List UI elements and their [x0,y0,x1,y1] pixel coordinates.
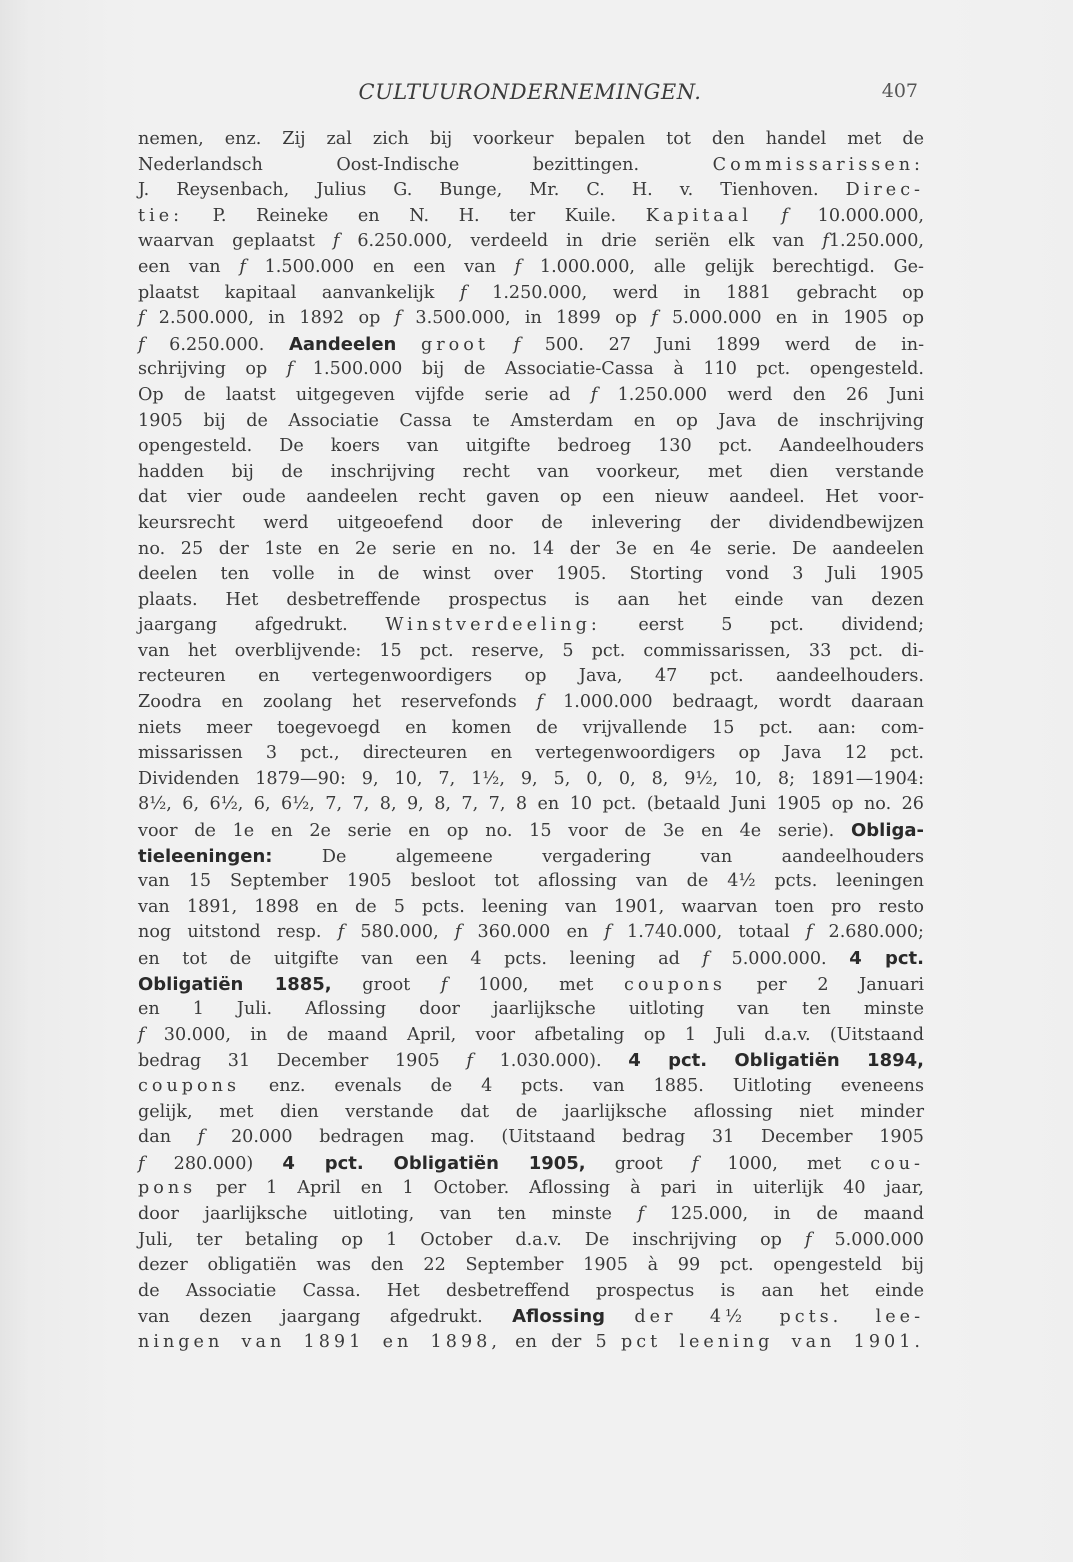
spaced-term: coupons [138,1075,240,1096]
text-line: f 6.250.000. Aandeelen groot f 500. 27 Juni 1899 werd de in- [138,333,925,355]
spaced-term: ningen van 1891 en 1898, [138,1331,501,1352]
text-line: no. 25 der 1ste en 2e serie en no. 14 der 3e en 4e serie. De aandeelen [138,538,924,559]
spaced-term: groot [421,334,489,355]
text-line: Zoodra en zoolang het reservefonds f 1.000.000 bedraagt, wordt daaraan [138,692,924,713]
text-line: plaatst kapitaal aanvankelijk f 1.250.000, werd in 1881 gebracht op [138,282,925,303]
text-line: en tot de uitgifte van een 4 pcts. leening ad f 5.000.000. 4 pct. [138,948,924,969]
page-number: 407 [881,80,918,102]
text-line: bedrag 31 December 1905 f 1.030.000). 4 pct. Obligatiën 1894, [138,1050,924,1072]
text-line: niets meer toegevoegd en komen de vrijvallende 15 pct. aan: com- [138,717,924,738]
spaced-term: Direc- [845,180,924,201]
guilder-sign: f [454,922,462,943]
text-line: pons per 1 April en 1 October. Aflossing à pari in uiterlijk 40 jaar, [138,1178,924,1199]
bold-heading: tieleeningen: [138,845,273,867]
text-line: Dividenden 1879—90: 9, 10, 7, 1½, 9, 5, 0, 0, 8, 9½, 10, 8; 1891—1904: [138,768,924,789]
text-line: dan f 20.000 bedragen mag. (Uitstaand bedrag 31 December 1905 [138,1127,924,1148]
text-line: Obligatiën 1885, groot f 1000, met coupons per 2 Januari [138,973,924,995]
guilder-sign: f [514,256,522,277]
spaced-term: pct leening van 1901. [620,1331,925,1352]
guilder-sign: f [239,256,246,277]
text-line: nog uitstond resp. f 580.000, f 360.000 en f 1.740.000, totaal f 2.680.000; [138,922,924,943]
spaced-term: der 4½ pcts. lee- [634,1307,925,1328]
guilder-sign: f [691,1153,699,1174]
running-title: CULTUURONDERNEMINGEN. [358,80,702,104]
text-line: opengesteld. De koers van uitgifte bedroeg 130 pct. Aandeelhouders [138,436,924,457]
guilder-sign: f [394,308,402,329]
text-line: dat vier oude aandeelen recht gaven op een nieuw aandeel. Het voor- [138,487,924,508]
spaced-term: Kapitaal [645,205,752,226]
spaced-term: coupons [623,974,726,995]
text-line: en 1 Juli. Aflossing door jaarlijksche uitloting van ten minste [138,999,924,1020]
text-line: recteuren en vertegenwoordigers op Java, 47 pct. aandeelhouders. [138,666,924,687]
guilder-sign: f [138,308,145,329]
guilder-sign: f [138,334,145,355]
text-line: 8½, 6, 6½, 6, 6½, 7, 7, 8, 9, 8, 7, 7, 8 en 10 pct. (betaald Juni 1905 op no. 26 [138,794,924,815]
guilder-sign: f [332,231,340,252]
running-head [140,80,920,110]
text-line: f 30.000, in de maand April, voor afbetaling op 1 Juli d.a.v. (Uitstaand [138,1024,924,1045]
text-line: waarvan geplaatst f 6.250.000, verdeeld in drie seriën elk van f1.250.000, [138,231,924,252]
bold-heading: 4 pct. Obligatiën 1894, [628,1050,924,1072]
guilder-sign: f [197,1127,205,1148]
guilder-sign: f [460,282,467,303]
guilder-sign: f [604,922,611,943]
spaced-term: pons [138,1178,197,1199]
guilder-sign: f [440,974,448,995]
text-line: keursrecht werd uitgeoefend door de inlevering der dividendbewijzen [138,512,924,533]
spaced-term: cou- [870,1153,924,1174]
guilder-sign: f [138,1024,145,1045]
text-line: van dezen jaargang afgedrukt. Aflossing der 4½ pcts. lee- [138,1306,925,1328]
spaced-term: Winstverdeeling: [385,615,601,636]
spaced-term: tie: [138,205,184,226]
text-line: tieleeningen: De algemeene vergadering van aandeelhouders [138,845,924,867]
text-line: door jaarlijksche uitloting, van ten minste f 125.000, in de maand [138,1203,925,1224]
bold-heading: Obliga- [850,820,924,842]
guilder-sign: f [651,308,658,329]
bold-heading: 4 pct. [849,948,924,969]
text-line: jaargang afgedrukt. Winstverdeeling: eerst 5 pct. dividend; [138,615,924,636]
text-line: missarissen 3 pct., directeuren en vertegenwoordigers op Java 12 pct. [138,743,924,764]
guilder-sign: f [781,205,789,226]
text-line: hadden bij de inschrijving recht van voorkeur, met dien verstande [138,461,924,482]
guilder-sign: f [804,1229,812,1250]
guilder-sign: f [590,384,598,405]
text-line: Juli, ter betaling op 1 October d.a.v. De inschrijving op f 5.000.000 [138,1229,925,1250]
body-text [138,127,924,1356]
text-line: een van f 1.500.000 en een van f 1.000.000, alle gelijk berechtigd. Ge- [138,256,924,277]
bold-heading: 4 pct. Obligatiën 1905, [282,1152,586,1174]
text-line: deelen ten volle in de winst over 1905. Storting vond 3 Juli 1905 [138,564,924,585]
text-line: schrijving op f 1.500.000 bij de Associatie-Cassa à 110 pct. opengesteld. [138,359,924,380]
guilder-sign: f [536,692,544,713]
text-line: J. Reysenbach, Julius G. Bunge, Mr. C. H. v. Tienhoven. Direc- [138,180,924,201]
bold-heading: Obligatiën 1885, [138,973,332,995]
text-line: plaats. Het desbetreffende prospectus is aan het einde van dezen [138,589,924,610]
guilder-sign: f [805,922,813,943]
text-line: van 15 September 1905 besloot tot aflossing van de 4½ pcts. leeningen [138,871,924,892]
guilder-sign: f [337,922,345,943]
guilder-sign: f [466,1051,473,1072]
guilder-sign: f [286,359,294,380]
text-line: nemen, enz. Zij zal zich bij voorkeur bepalen tot den handel met de [138,129,924,149]
spaced-term: Commissarissen: [712,154,924,175]
text-line: coupons enz. evenals de 4 pcts. van 1885. Uitloting eveneens [138,1075,924,1096]
text-line: f 2.500.000, in 1892 op f 3.500.000, in 1899 op f 5.000.000 en in 1905 op [138,308,925,329]
text-line: de Associatie Cassa. Het desbetreffend prospectus is aan het einde [138,1280,924,1301]
text-line: ningen van 1891 en 1898, en der 5 pct leening van 1901. [138,1331,925,1352]
text-line: gelijk, met dien verstande dat de jaarlijksche aflossing niet minder [138,1101,924,1122]
guilder-sign: f [702,949,709,969]
guilder-sign: f [822,231,829,252]
text-line: tie: P. Reineke en N. H. ter Kuile. Kapitaal f 10.000.000, [138,205,925,226]
guilder-sign: f [637,1203,645,1224]
text-line: van het overblijvende: 15 pct. reserve, 5 pct. commissarissen, 33 pct. di- [138,640,924,661]
text-line: f 280.000) 4 pct. Obligatiën 1905, groot f 1000, met cou- [138,1152,924,1174]
text-line: voor de 1e en 2e serie en op no. 15 voor de 3e en 4e serie). Obliga- [138,820,924,842]
text-line: Op de laatst uitgegeven vijfde serie ad f 1.250.000 werd den 26 Juni [138,384,924,405]
guilder-sign: f [513,334,521,355]
bold-heading: Aandeelen [288,333,397,355]
guilder-sign: f [138,1153,145,1174]
text-line: van 1891, 1898 en de 5 pcts. leening van 1901, waarvan toen pro resto [138,896,924,917]
text-line: dezer obligatiën was den 22 September 1905 à 99 pct. opengesteld bij [138,1255,924,1276]
text-line: 1905 bij de Associatie Cassa te Amsterdam en op Java de inschrijving [138,410,924,431]
text-line: Nederlandsch Oost-Indische bezittingen. Commissarissen: [138,154,924,175]
bold-heading: Aflossing [512,1306,606,1328]
